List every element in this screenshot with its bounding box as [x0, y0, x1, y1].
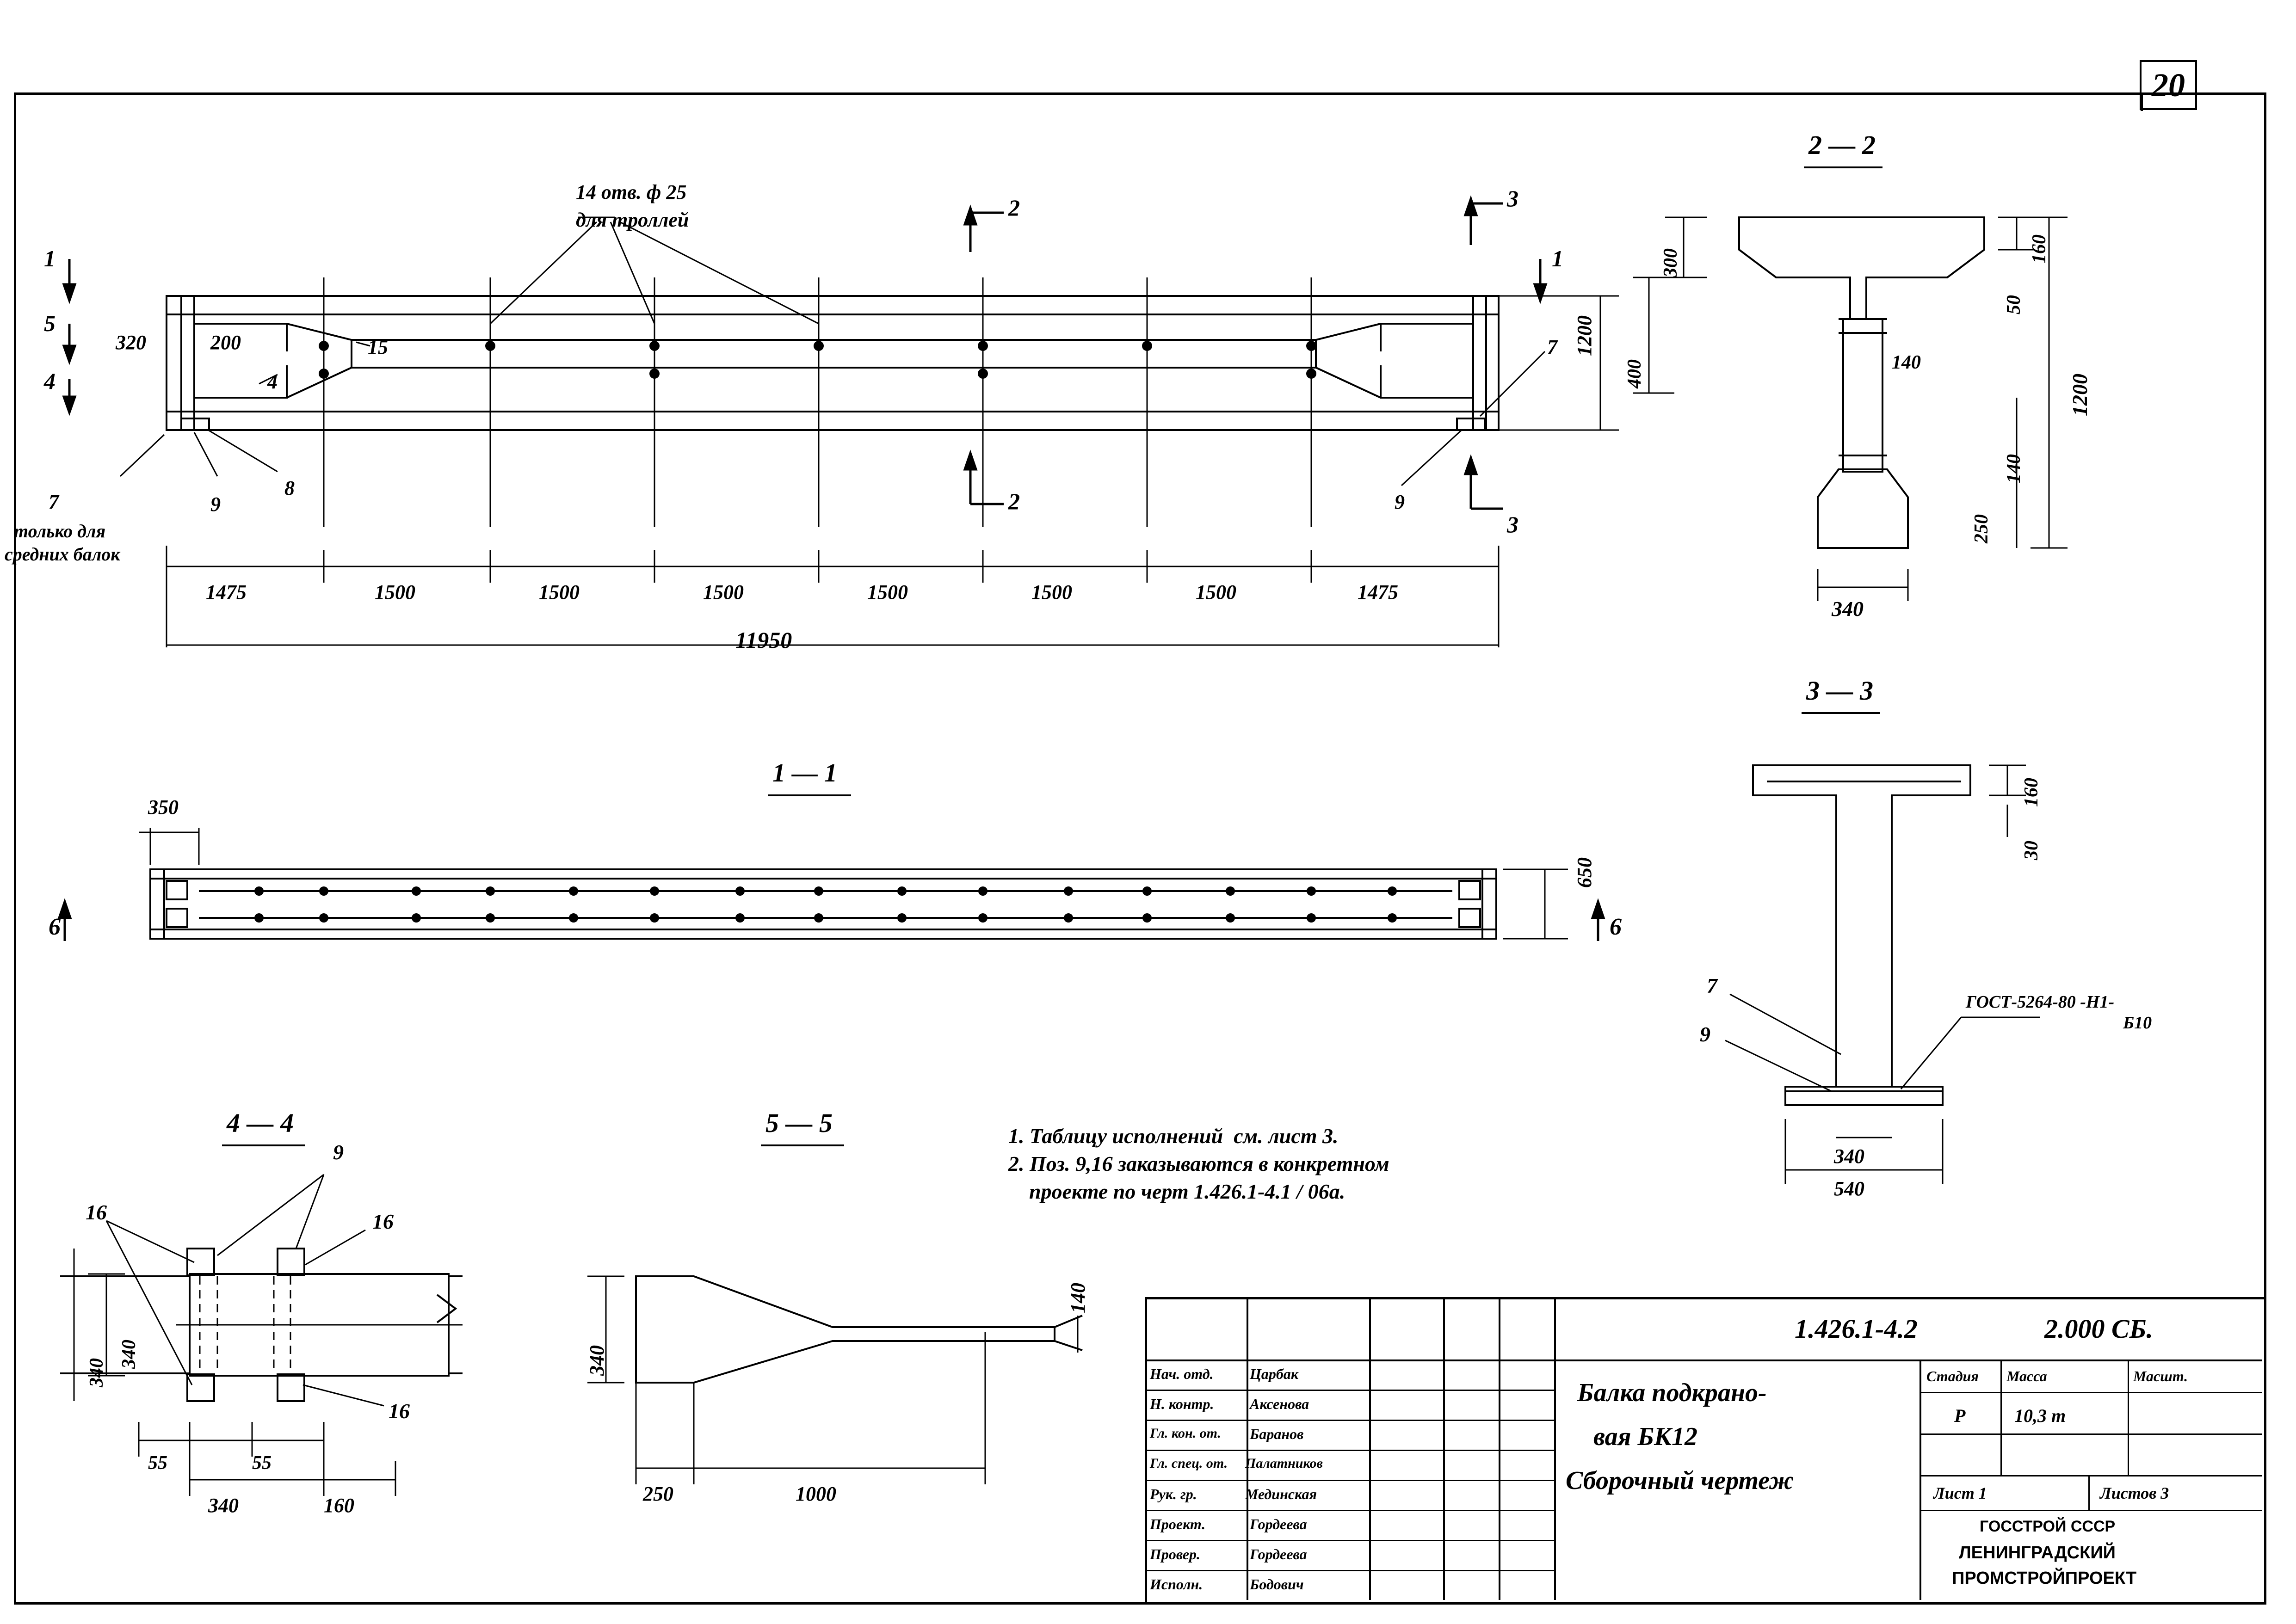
sig-role-6: Провер. [1150, 1546, 1200, 1562]
tb-main-h-code [1554, 1359, 2262, 1361]
tb-v-stage1 [2000, 1359, 2002, 1475]
sec33-weld-note-1: ГОСТ-5264-80 -Н1- [1966, 992, 2115, 1012]
title-line-2: вая БК12 [1593, 1422, 1698, 1451]
mass-value: 10,3 т [2014, 1405, 2066, 1426]
sec22-dim-340: 340 [1832, 597, 1864, 621]
org-line-2: ЛЕНИНГРАДСКИЙ [1959, 1543, 2116, 1562]
tb-div-r2 [1147, 1420, 1554, 1421]
sig-role-7: Исполн. [1150, 1576, 1203, 1593]
callout-holes-line1: 14 отв. ф 25 [576, 181, 687, 203]
sec33-pos-7: 7 [1707, 974, 1717, 997]
section-mark-2-bottom: 2 [1008, 488, 1020, 514]
pos-7-left: 7 [49, 491, 59, 513]
tb-main-v [1554, 1299, 1556, 1600]
tb-div-r7 [1147, 1570, 1554, 1571]
dim-1500-3: 1500 [703, 581, 744, 603]
section-5-5-label: 5 — 5 [765, 1108, 833, 1138]
scale-label: Масшт. [2133, 1368, 2188, 1384]
sig-role-2: Гл. кон. от. [1150, 1426, 1221, 1441]
sec22-dim-1200: 1200 [2068, 374, 2092, 416]
dim-1500-4: 1500 [867, 581, 908, 603]
org-line-1: ГОССТРОЙ СССР [1980, 1518, 2116, 1535]
sig-name-0: Царбак [1250, 1366, 1299, 1382]
callout-holes-line2: для троллей [576, 209, 689, 231]
stage-value: Р [1954, 1405, 1966, 1426]
dim-left-320: 320 [116, 331, 146, 354]
tb-div-r1 [1147, 1390, 1554, 1391]
pos-9-right: 9 [1395, 491, 1405, 513]
tb-main-h-stage [1920, 1392, 2262, 1393]
section-mark-3-top: 3 [1507, 185, 1518, 211]
tb-v-stage2 [2128, 1359, 2129, 1475]
sec55-dim-250: 250 [643, 1483, 673, 1505]
dim-1500-5: 1500 [1031, 581, 1072, 603]
sec44-pos-16-right: 16 [372, 1210, 394, 1233]
note-line-2: 2. Поз. 9,16 заказываются в конкретном [1008, 1152, 1389, 1175]
tb-main-v-title [1920, 1359, 1921, 1600]
view-1-1-label: 1 — 1 [772, 759, 837, 787]
section-mark-2-top: 2 [1008, 195, 1020, 221]
org-line-3: ПРОМСТРОЙПРОЕКТ [1952, 1569, 2137, 1588]
pos-4: 4 [267, 370, 278, 393]
tb-div-r4 [1147, 1480, 1554, 1481]
section-2-2-label: 2 — 2 [1808, 130, 1876, 160]
dim-1500-1: 1500 [375, 581, 415, 603]
sec33-dim-30: 30 [2021, 841, 2042, 860]
section-mark-6-left: 6 [49, 914, 61, 940]
sec33-dim-160: 160 [2021, 778, 2042, 807]
sig-role-3: Гл. спец. от. [1150, 1456, 1228, 1471]
sec22-dim-160: 160 [2029, 234, 2050, 264]
sec22-dim-140-bottom: 140 [2003, 454, 2024, 483]
title-line-3: Сборочный чертеж [1566, 1466, 1794, 1495]
sec33-dim-340: 340 [1834, 1145, 1864, 1168]
section-mark-1-right: 1 [1552, 246, 1563, 271]
note-only-middle-line1: только для [14, 521, 106, 541]
section-mark-6-right: 6 [1610, 914, 1622, 940]
sec33-weld-note-2: Б10 [2123, 1013, 2152, 1033]
sec55-dim-1000: 1000 [796, 1483, 836, 1505]
sheet-number: 20 [2152, 66, 2185, 104]
sec44-pos-16-bottom: 16 [389, 1399, 410, 1423]
pos-9-left: 9 [210, 493, 221, 516]
tb-main-h-sheet [1920, 1475, 2262, 1476]
tb-div-r5 [1147, 1510, 1554, 1511]
sec44-dim-55-left: 55 [148, 1452, 167, 1474]
dim-height-1200: 1200 [1573, 315, 1596, 356]
sec22-dim-50: 50 [2003, 295, 2024, 314]
title-block [1145, 1297, 2266, 1605]
sec44-dim-340-v2: 340 [86, 1358, 107, 1387]
section-3-3-label: 3 — 3 [1806, 676, 1873, 706]
sec33-pos-9: 9 [1700, 1022, 1710, 1046]
sig-name-3: Палатников [1245, 1456, 1323, 1471]
sig-name-4: Мединская [1245, 1486, 1317, 1502]
sig-name-1: Аксенова [1250, 1396, 1309, 1412]
drawing-code: 1.426.1-4.2 [1795, 1314, 1918, 1344]
sig-role-5: Проект. [1150, 1516, 1206, 1532]
tb-div-r3 [1147, 1450, 1554, 1451]
sheet-label: Лист 1 [1933, 1484, 1987, 1502]
sec22-dim-400: 400 [1624, 359, 1645, 388]
sig-name-2: Баранов [1250, 1426, 1304, 1442]
sec22-dim-300: 300 [1660, 248, 1681, 277]
note-line-3: проекте по черт 1.426.1-4.1 / 06а. [1029, 1180, 1346, 1203]
view-1-1-dim-650: 650 [1573, 857, 1596, 888]
tb-main-h-stage2 [1920, 1433, 2262, 1435]
sheets-label: Листов 3 [2100, 1484, 2169, 1502]
sec44-dim-160-h: 160 [324, 1494, 354, 1517]
sig-name-7: Бодович [1250, 1576, 1304, 1593]
note-only-middle-line2: средних балок [5, 544, 120, 565]
sec22-dim-250: 250 [1971, 514, 1992, 543]
note-line-1: 1. Таблицу исполнений см. лист 3. [1008, 1124, 1339, 1148]
sec44-dim-55-right: 55 [252, 1452, 272, 1474]
sec44-dim-340-h: 340 [208, 1494, 239, 1517]
sec44-dim-340-v: 340 [118, 1340, 140, 1369]
sig-role-1: Н. контр. [1150, 1396, 1214, 1412]
section-mark-1-left: 1 [44, 246, 56, 271]
sig-role-4: Рук. гр. [1150, 1486, 1197, 1502]
section-mark-5-left: 5 [44, 310, 56, 336]
sec55-dim-140: 140 [1067, 1283, 1089, 1313]
sec44-pos-9: 9 [333, 1140, 344, 1164]
mass-label: Масса [2006, 1368, 2047, 1384]
pos-15: 15 [368, 336, 388, 358]
sec55-dim-340: 340 [586, 1345, 608, 1376]
title-line-1: Балка подкрано- [1577, 1378, 1767, 1407]
drawing-code-2: 2.000 СБ. [2044, 1314, 2154, 1344]
section-4-4-label: 4 — 4 [227, 1108, 294, 1138]
tb-div-r6 [1147, 1540, 1554, 1541]
dim-1475-right: 1475 [1358, 581, 1398, 603]
sec44-pos-16-left: 16 [86, 1200, 107, 1224]
tb-div-h0 [1147, 1359, 1554, 1361]
stage-label: Стадия [1926, 1368, 1979, 1384]
sec22-dim-140-web: 140 [1892, 352, 1921, 373]
dim-1475-left: 1475 [206, 581, 247, 603]
view-1-1-dim-350: 350 [148, 796, 179, 818]
pos-7-right: 7 [1547, 336, 1557, 358]
tb-v-sheet [2088, 1475, 2090, 1510]
sig-name-6: Гордеева [1250, 1546, 1307, 1562]
section-mark-3-bottom: 3 [1507, 511, 1518, 537]
dim-1500-2: 1500 [539, 581, 580, 603]
dim-1500-6: 1500 [1196, 581, 1236, 603]
section-mark-4-left: 4 [44, 368, 56, 394]
sig-name-5: Гордеева [1250, 1516, 1307, 1532]
sec33-dim-540: 540 [1834, 1177, 1864, 1200]
tb-main-h-org [1920, 1510, 2262, 1511]
pos-8: 8 [284, 477, 295, 499]
dim-total-11950: 11950 [735, 627, 792, 653]
sig-role-0: Нач. отд. [1150, 1366, 1214, 1382]
dim-left-200: 200 [210, 331, 241, 354]
